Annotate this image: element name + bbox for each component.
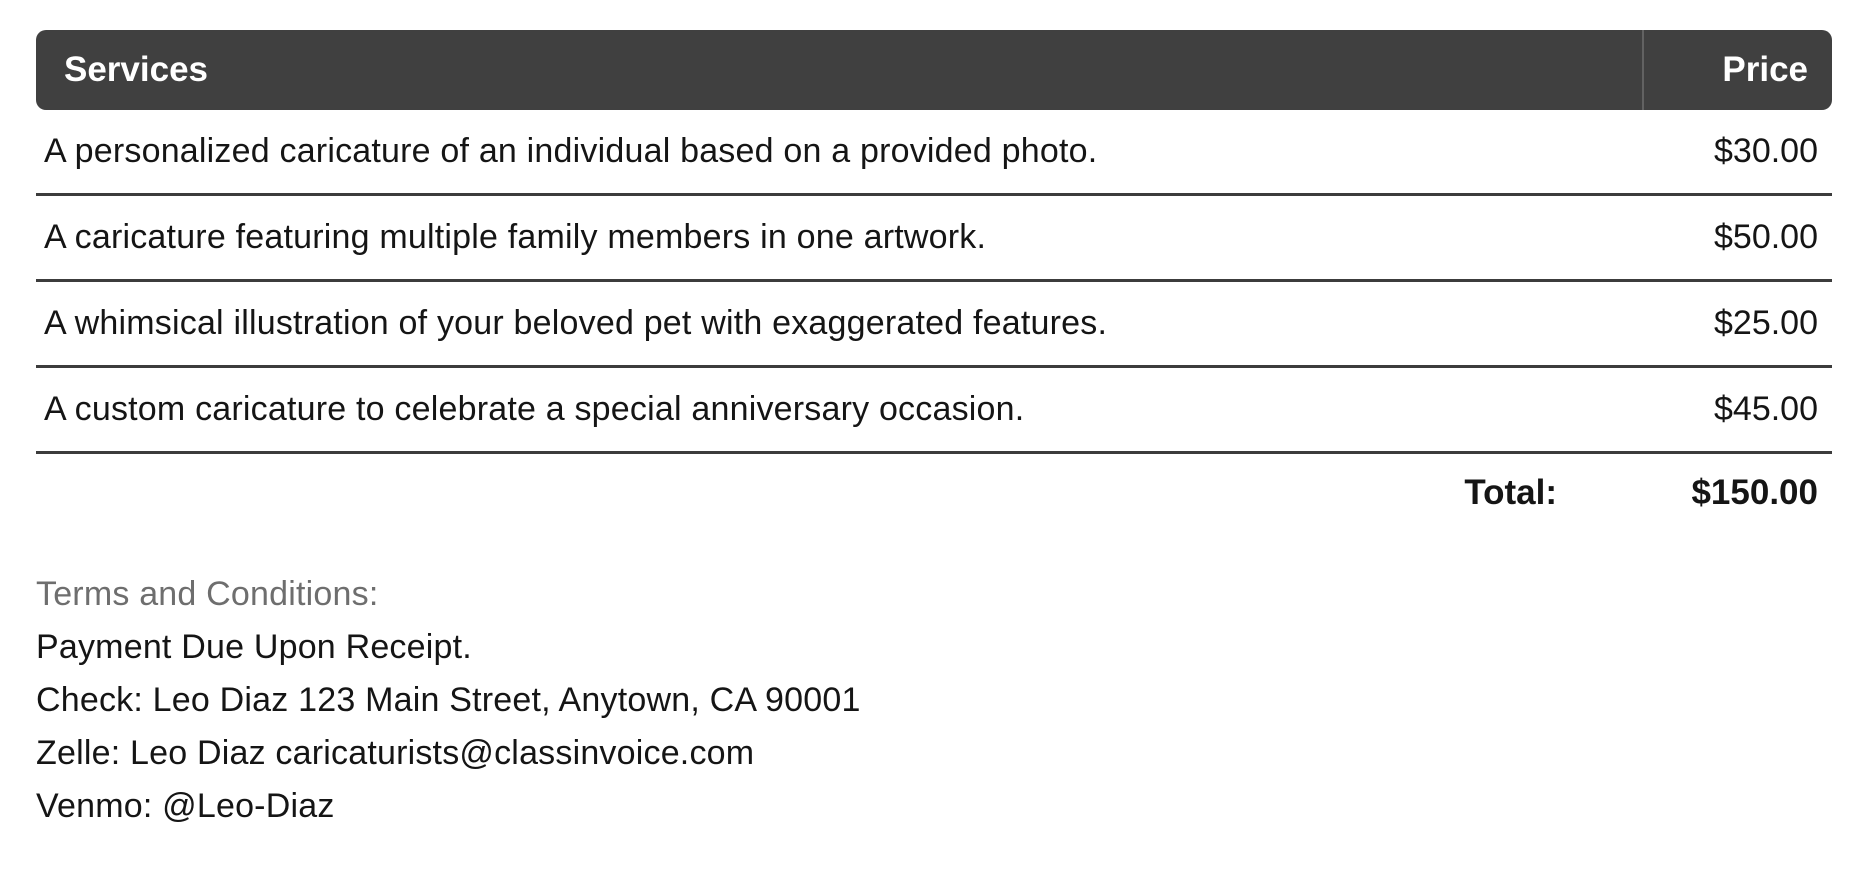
table-row (36, 282, 1832, 368)
table-header-row (36, 30, 1832, 110)
service-description: A personalized caricature of an individual based on a provided photo. (44, 132, 1098, 170)
column-header-services: Services (64, 50, 209, 89)
service-description: A whimsical illustration of your beloved pet with exaggerated features. (44, 304, 1108, 342)
service-description: A custom caricature to celebrate a special anniversary occasion. (44, 390, 1025, 428)
terms-line-zelle: Zelle: Leo Diaz caricaturists@classinvoice.com (36, 734, 755, 772)
service-price: $25.00 (1714, 304, 1818, 342)
terms-section (36, 568, 1832, 833)
total-value: $150.00 (1691, 473, 1818, 512)
terms-heading: Terms and Conditions: (36, 575, 379, 613)
table-row (36, 368, 1832, 454)
total-label: Total: (1464, 473, 1557, 512)
service-price: $50.00 (1714, 218, 1818, 256)
terms-line-check: Check: Leo Diaz 123 Main Street, Anytown, CA 90001 (36, 681, 861, 719)
total-row (36, 454, 1832, 532)
service-price: $45.00 (1714, 390, 1818, 428)
service-description: A caricature featuring multiple family members in one artwork. (44, 218, 987, 256)
column-header-price: Price (1642, 30, 1832, 110)
table-row (36, 110, 1832, 196)
terms-line-venmo: Venmo: @Leo-Diaz (36, 787, 335, 825)
terms-line-payment: Payment Due Upon Receipt. (36, 628, 472, 666)
services-table (36, 30, 1832, 532)
service-price: $30.00 (1714, 132, 1818, 170)
table-row (36, 196, 1832, 282)
